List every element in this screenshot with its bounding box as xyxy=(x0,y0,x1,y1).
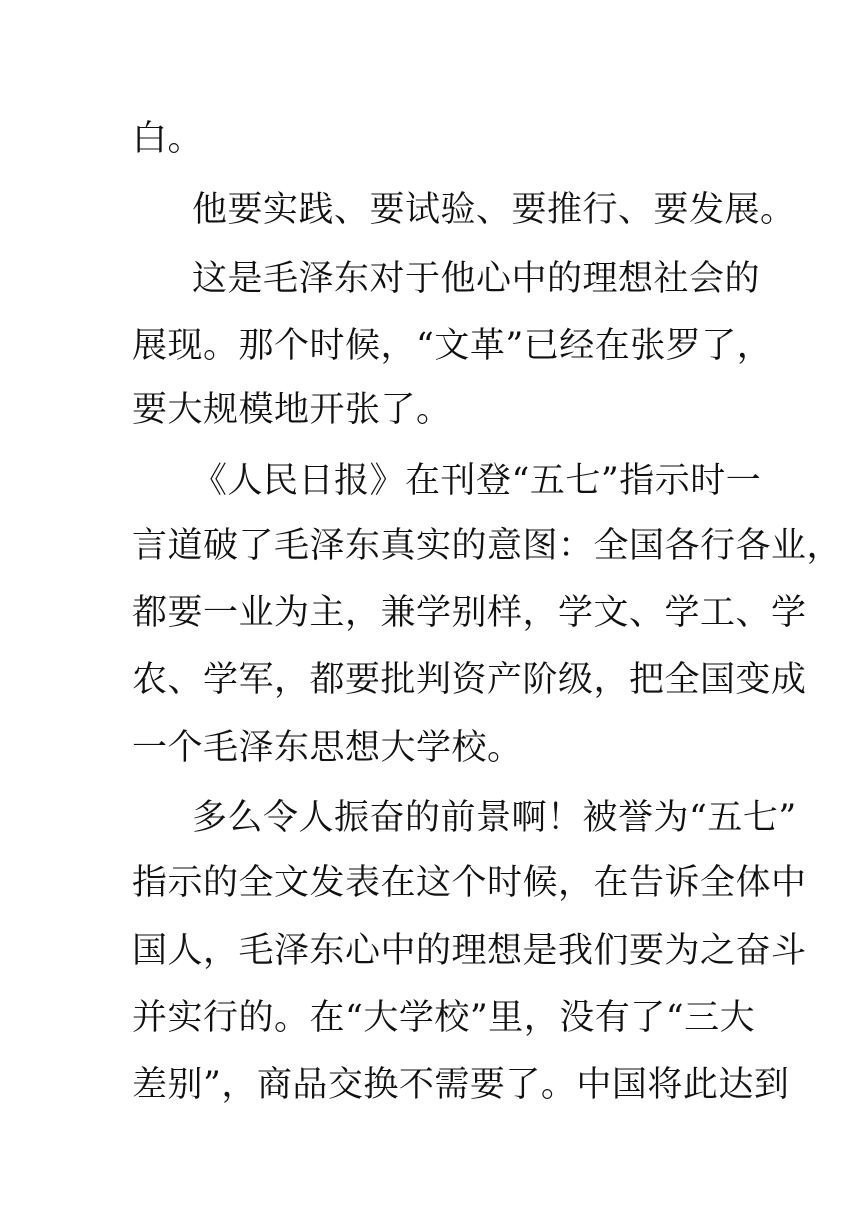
text-line: 都要一业为主，兼学别样，学文、学工、学 xyxy=(132,593,807,633)
text-line: 他要实践、要试验、要推行、要发展。 xyxy=(192,190,796,230)
text-line: 展现。那个时候，“文革”已经在张罗了， xyxy=(132,326,773,366)
text-line: 并实行的。在“大学校”里，没有了“三大 xyxy=(132,998,756,1038)
text-line: 《人民日报》在刊登“五七”指示时一 xyxy=(192,461,762,501)
text-line: 这是毛泽东对于他心中的理想社会的 xyxy=(192,259,761,299)
text-line: 指示的全文发表在这个时候，在告诉全体中 xyxy=(132,863,807,903)
text-line: 白。 xyxy=(132,119,204,159)
text-line: 多么令人振奋的前景啊！被誉为“五七” xyxy=(192,798,797,838)
text-line: 要大规模地开张了。 xyxy=(132,390,452,430)
text-line: 言道破了毛泽东真实的意图：全国各行各业， xyxy=(132,526,843,566)
text-line: 农、学军，都要批判资产阶级，把全国变成 xyxy=(132,660,807,700)
text-line: 差别”，商品交换不需要了。中国将此达到 xyxy=(132,1065,790,1105)
text-line: 一个毛泽东思想大学校。 xyxy=(132,728,523,768)
text-line: 国人，毛泽东心中的理想是我们要为之奋斗 xyxy=(132,931,807,971)
